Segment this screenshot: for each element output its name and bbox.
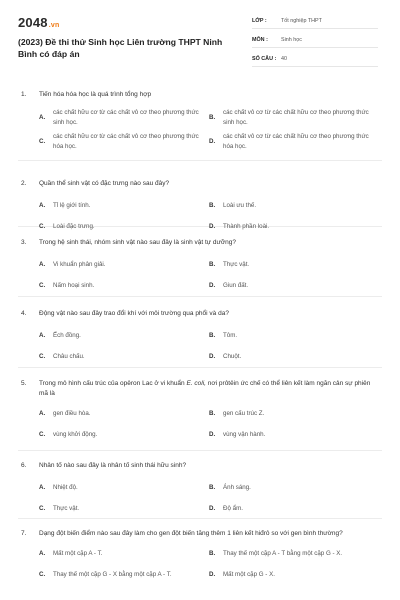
- question-2: [18, 161, 382, 231]
- logo-suffix: .vn: [48, 22, 60, 29]
- question-stem: [21, 179, 379, 189]
- option-letter: B.: [209, 261, 216, 269]
- meta-row-subject: [252, 32, 378, 48]
- option-letter: A.: [39, 484, 46, 492]
- option-letter: D.: [209, 353, 216, 361]
- option-c[interactable]: [39, 424, 209, 445]
- option-text: Loài đặc trưng.: [53, 223, 95, 231]
- exam-meta: [252, 13, 378, 90]
- option-b[interactable]: [209, 255, 379, 276]
- question-text: Nhân tố nào sau đây là nhân tố sinh thái hữu sinh?: [39, 462, 187, 469]
- meta-value: Sinh học: [281, 36, 302, 43]
- option-b[interactable]: [209, 403, 379, 424]
- option-text: Mất một cặp G - X.: [223, 571, 275, 579]
- question-text-part: Trong mô hình cấu trúc của opêron Lac ở vi khuẩn: [39, 380, 187, 387]
- option-text: Tỉ lệ giới tính.: [53, 202, 91, 210]
- option-letter: C.: [39, 430, 46, 438]
- option-letter: A.: [39, 113, 46, 121]
- option-a[interactable]: [39, 403, 209, 424]
- option-letter: C.: [39, 353, 46, 361]
- answer-options: [21, 196, 379, 238]
- option-text: các chất vô cơ từ các chất hữu cơ theo phương thức hóa học.: [223, 133, 369, 150]
- option-letter: C.: [39, 223, 46, 231]
- option-b[interactable]: [209, 478, 379, 499]
- question-stem: [21, 379, 379, 398]
- exam-header: [18, 12, 382, 90]
- question-text: Tiến hóa hóa học là quá trình tổng hợp: [39, 91, 152, 98]
- option-letter: D.: [209, 505, 216, 513]
- option-letter: A.: [39, 261, 46, 269]
- meta-value: Tốt nghiệp THPT: [281, 17, 322, 24]
- option-c[interactable]: [39, 130, 209, 154]
- option-letter: B.: [209, 202, 216, 210]
- option-text: vùng vận hành.: [223, 430, 266, 438]
- option-d[interactable]: [209, 130, 379, 154]
- option-text: các chất vô cơ từ các chất hữu cơ theo phương thức sinh học.: [223, 109, 369, 126]
- question-text: Trong hệ sinh thái, nhóm sinh vật nào sau đây là sinh vật tự dưỡng?: [39, 239, 237, 246]
- option-text: Chuột.: [223, 353, 242, 361]
- meta-label: SỐ CÂU :: [252, 55, 277, 62]
- option-letter: A.: [39, 332, 46, 340]
- option-c[interactable]: [39, 565, 209, 586]
- meta-label: LỚP :: [252, 17, 267, 24]
- option-text: Nhiệt độ.: [53, 484, 78, 492]
- option-text: các chất hữu cơ từ các chất vô cơ theo phương thức sinh học.: [53, 109, 199, 126]
- meta-row-class: [252, 13, 378, 29]
- option-d[interactable]: [209, 276, 379, 297]
- meta-row-count: [252, 51, 378, 67]
- answer-options: [21, 326, 379, 368]
- option-text: Thay thế một cặp A - T bằng một cặp G - X.: [223, 550, 343, 558]
- option-text: vùng khởi động.: [53, 430, 98, 438]
- answer-options: [21, 255, 379, 297]
- question-stem: [21, 529, 379, 539]
- question-3: [18, 227, 382, 297]
- option-d[interactable]: [209, 499, 379, 520]
- option-text: Vi khuẩn phân giải.: [53, 261, 106, 269]
- option-letter: B.: [209, 484, 216, 492]
- option-text: Ếch đồng.: [53, 332, 81, 340]
- option-letter: C.: [39, 505, 46, 513]
- option-d[interactable]: [209, 424, 379, 445]
- question-text: [39, 379, 379, 398]
- question-stem: [21, 309, 379, 319]
- meta-value: 40: [281, 55, 287, 62]
- option-letter: A.: [39, 202, 46, 210]
- option-text: Thành phần loài.: [223, 223, 270, 231]
- question-text-part: nơi prôtêin ức chế có thể liên kết làm ngăn cản sự phiên mã là: [39, 380, 371, 397]
- page-title: (2023) Đề thi thử Sinh học Liên trường THPT Ninh Bình có đáp án: [18, 37, 223, 59]
- option-a[interactable]: [39, 106, 209, 130]
- option-letter: C.: [39, 137, 46, 145]
- question-1: [18, 90, 382, 161]
- question-number: 7.: [21, 530, 27, 537]
- option-text: Mất một cặp A - T.: [53, 550, 103, 558]
- option-letter: B.: [209, 550, 216, 558]
- option-b[interactable]: [209, 544, 379, 565]
- option-letter: D.: [209, 223, 216, 231]
- option-text: Thay thế một cặp G - X bằng một cặp A - T.: [53, 571, 172, 579]
- option-letter: D.: [209, 571, 216, 579]
- question-stem: [21, 238, 379, 248]
- option-a[interactable]: [39, 478, 209, 499]
- option-b[interactable]: [209, 196, 379, 217]
- question-text: Quần thể sinh vật có đặc trưng nào sau đây?: [39, 180, 170, 187]
- question-text: Dạng đột biến điểm nào sau đây làm cho gen đột biến tăng thêm 1 liên kết hiđrô so với gen bình thường?: [39, 530, 343, 537]
- option-a[interactable]: [39, 196, 209, 217]
- site-logo[interactable]: [18, 15, 240, 30]
- option-letter: A.: [39, 550, 46, 558]
- option-letter: B.: [209, 332, 216, 340]
- logo-text: 2048: [18, 15, 48, 30]
- option-text: Ánh sáng.: [223, 484, 251, 492]
- answer-options: [21, 478, 379, 520]
- question-number: 1.: [21, 91, 27, 98]
- option-text: các chất hữu cơ từ các chất vô cơ theo phương thức hóa học.: [53, 133, 199, 150]
- option-letter: A.: [39, 409, 46, 417]
- question-stem: [21, 461, 379, 471]
- meta-label: MÔN :: [252, 36, 268, 43]
- question-number: 6.: [21, 462, 27, 469]
- option-c[interactable]: [39, 499, 209, 520]
- option-letter: D.: [209, 282, 216, 290]
- option-text: gen cấu trúc Z.: [223, 409, 265, 417]
- question-number: 5.: [21, 380, 27, 387]
- question-number: 2.: [21, 180, 27, 187]
- answer-options: [21, 544, 379, 586]
- option-b[interactable]: [209, 326, 379, 347]
- question-number: 4.: [21, 310, 27, 317]
- question-text: Động vật nào sau đây trao đổi khí với môi trường qua phổi và da?: [39, 310, 229, 317]
- question-stem: [21, 90, 379, 100]
- header-left: [18, 12, 240, 90]
- question-7: [18, 519, 382, 599]
- option-text: Nấm hoại sinh.: [53, 282, 95, 290]
- option-text: Tôm.: [223, 332, 238, 340]
- species-name: E. coli,: [186, 380, 206, 387]
- option-text: Độ ẩm.: [223, 505, 243, 513]
- option-d[interactable]: [209, 347, 379, 368]
- option-b[interactable]: [209, 106, 379, 130]
- answer-options: [21, 106, 379, 154]
- option-a[interactable]: [39, 255, 209, 276]
- option-letter: D.: [209, 137, 216, 145]
- answer-options: [21, 403, 379, 445]
- question-number: 3.: [21, 239, 27, 246]
- option-c[interactable]: [39, 276, 209, 297]
- option-a[interactable]: [39, 326, 209, 347]
- option-letter: D.: [209, 430, 216, 438]
- option-d[interactable]: [209, 217, 379, 238]
- question-6: [18, 451, 382, 519]
- option-letter: C.: [39, 282, 46, 290]
- question-5: [18, 368, 382, 451]
- option-letter: B.: [209, 113, 216, 121]
- option-d[interactable]: [209, 565, 379, 586]
- option-text: Loài ưu thế.: [223, 202, 257, 210]
- question-4: [18, 297, 382, 368]
- option-c[interactable]: [39, 217, 209, 238]
- option-text: gen điều hòa.: [53, 409, 91, 417]
- option-c[interactable]: [39, 347, 209, 368]
- option-text: Giun đất.: [223, 282, 249, 290]
- option-text: Thực vật.: [223, 261, 250, 269]
- option-text: Châu chấu.: [53, 353, 85, 361]
- option-a[interactable]: [39, 544, 209, 565]
- option-letter: C.: [39, 571, 46, 579]
- option-letter: B.: [209, 409, 216, 417]
- option-text: Thực vật.: [53, 505, 80, 513]
